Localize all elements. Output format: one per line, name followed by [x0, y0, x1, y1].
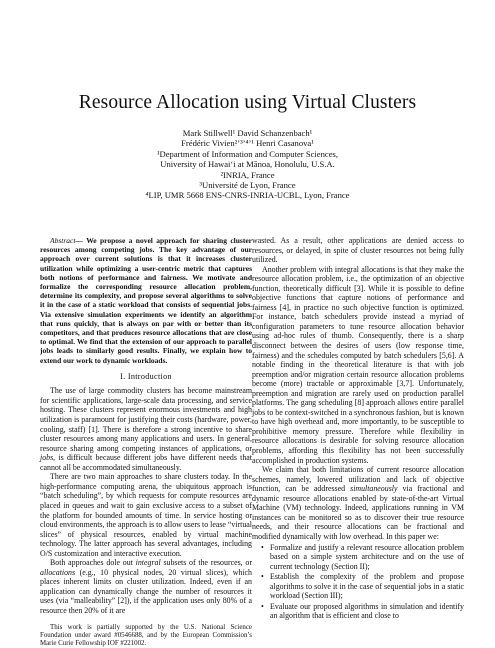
intro-paragraph-4: Another problem with integral allocations is that they make the resource allocation problem, i.e., the optimization of an objective function, theoretically difficult [3]. While it is possible to define objective functions that capture notions of performance and fairness [4], in practice no such objective function is optimized. For instance, batch schedulers provide instead a myriad of configuration parameters to tune resource allocation behavior using ad-hoc rules of thumb. Consequently, there is a sharp disconnect between the desires of users (low response time, fairness) and the schedules computed by batch schedulers [5,6]. A notable finding in the theoretical literature is that with job preemption and/or migration certain resource allocation problems become (more) tractable or approximable [3,7]. Unfortunately, preemption and migration are rarely used on production parallel platforms. The gang scheduling [8] approach allows entire parallel jobs to be context-switched in a synchronous fashion, but is known to have high overhead and, more importantly, to be susceptible to prohibitive memory pressure. Therefore while flexibility in resource allocations is desirable for solving resource allocation problems, affording this flexibility has not been successfully accomplished in production systems.: [252, 264, 464, 465]
section-heading: I. Introduction: [120, 371, 172, 381]
author-line: Frédéric Vivien²ʼ³ʼ⁴ʼ¹ Henri Casanova¹: [181, 138, 314, 149]
affiliation: ²INRIA, France: [220, 169, 275, 180]
contribution-item: • Evaluate our proposed algorithms in simulation and identify an algorithm that is efficient and close to: [270, 602, 464, 621]
intro-paragraph-5: [252, 465, 464, 541]
funding-footnote: This work is partially supported by the U.S. National Science Foundation under award #0546688, and by the European Commission’s Marie Curie Fellowship IOF #221002.: [40, 623, 252, 647]
paragraph-text: , is difficult because different jobs have different needs that cannot all be accommodated simultaneously.: [40, 453, 252, 472]
intro-paragraph-2: There are two main approaches to share clusters today. In the high-performance computing arena, the ubiquitous approach is “batch scheduling”, by which requests for compute resources are placed in queues and wait to gain exclusive access to a subset of the platform for bounded amounts of time. In service hosting or cloud environments, the approach is to allow users to lease “virtual slices” of physical resources, enabled by virtual machine technology. The latter approach has several advantages, including O/S customization and interactive execution.: [40, 472, 252, 558]
emphasis: jobs: [40, 453, 54, 463]
left-column: [40, 236, 252, 648]
affiliation: University of Hawai‘i at Mānoa, Honolulu, U.S.A.: [160, 159, 335, 170]
right-column: [252, 236, 464, 622]
paragraph-text: subsets of the resources, or: [160, 558, 252, 568]
emphasis: integral: [135, 558, 161, 568]
abstract-text: We propose a novel approach for sharing cluster resources among competing jobs. The key advantage of our approach over current solutions is that it increases cluster utilization while optimizing a user-centric metric that captures both notions of performance and fairness. We motivate and formalize the corresponding resource allocation problem, determine its complexity, and propose several algorithms to solve it in the case of a static workload that consists of sequential jobs. Via extensive simulation experiments we identify an algorithm that runs quickly, that is always on par with or better than its competitors, and that produces resource allocations that are close to optimal. We find that the extension of our approach to parallel jobs leads to similarly good results. Finally, we explain how to extend our work to dynamic workloads.: [40, 236, 252, 365]
author-block: [0, 128, 495, 201]
affiliation: ¹Department of Information and Computer Sciences,: [156, 148, 339, 159]
abstract-dash: —: [75, 236, 83, 245]
affiliation: ³Université de Lyon, France: [199, 180, 296, 191]
author-line: Mark Stillwell¹ David Schanzenbach¹: [182, 128, 313, 138]
emphasis: allocations: [40, 567, 76, 577]
intro-paragraph-3: [40, 558, 252, 615]
intro-paragraph-continued: wasted. As a result, other applications are denied access to resources, or delayed, in spite of cluster resources not being fully utilized.: [252, 236, 464, 265]
abstract: [40, 236, 252, 365]
paragraph-text: (e.g., 10 physical nodes, 20 virtual slices), which places inherent limits on cluster utilization. Indeed, even if an application can dynamically change the number of resources it uses (via “malleability” [2]), if the application uses only 80% of a resource then 20% of it are: [40, 567, 252, 615]
intro-paragraph-1: [40, 386, 252, 472]
contribution-list: [252, 543, 464, 621]
paragraph-text: via fractional and dynamic resource allocations enabled by state-of-the-art Virtual Machine (VM) technology. Indeed, applications running in VM instances can be monitored so as to discover their true resource needs, and their resource allocations can be fractional and modified dynamically with low overhead. In this paper we:: [252, 484, 464, 541]
affiliation: ⁴LIP, UMR 5668 ENS-CNRS-INRIA-UCBL, Lyon, France: [145, 190, 350, 201]
emphasis: simultaneously: [350, 484, 398, 494]
contribution-item: • Formalize and justify a relevant resource allocation problem based on a simple system architecture and on the use of current technology (Section II);: [270, 543, 464, 572]
paragraph-text: Both approaches dole out: [50, 558, 136, 568]
contribution-item: • Establish the complexity of the problem and propose algorithms to solve it in the case of sequential jobs in a static workload (Section III);: [270, 572, 464, 601]
abstract-lead: Abstract: [50, 236, 76, 245]
paragraph-text: We claim that both limitations of current resource allocation schemes, namely, lowered utilization and lack of objective function, can be addressed: [252, 465, 464, 494]
paragraph-text: The use of large commodity clusters has become mainstream for scientific applications, large-scale data processing, and service hosting. These clusters represent enormous investments and high utilization is paramount for justifying their costs (hardware, power, cooling, staff) [1]. There is therefore a strong incentive to share cluster resources among many applications and users. In general, resource sharing among competing instances of applications, or: [40, 386, 252, 453]
paper-title: Resource Allocation using Virtual Clusters: [78, 92, 417, 113]
